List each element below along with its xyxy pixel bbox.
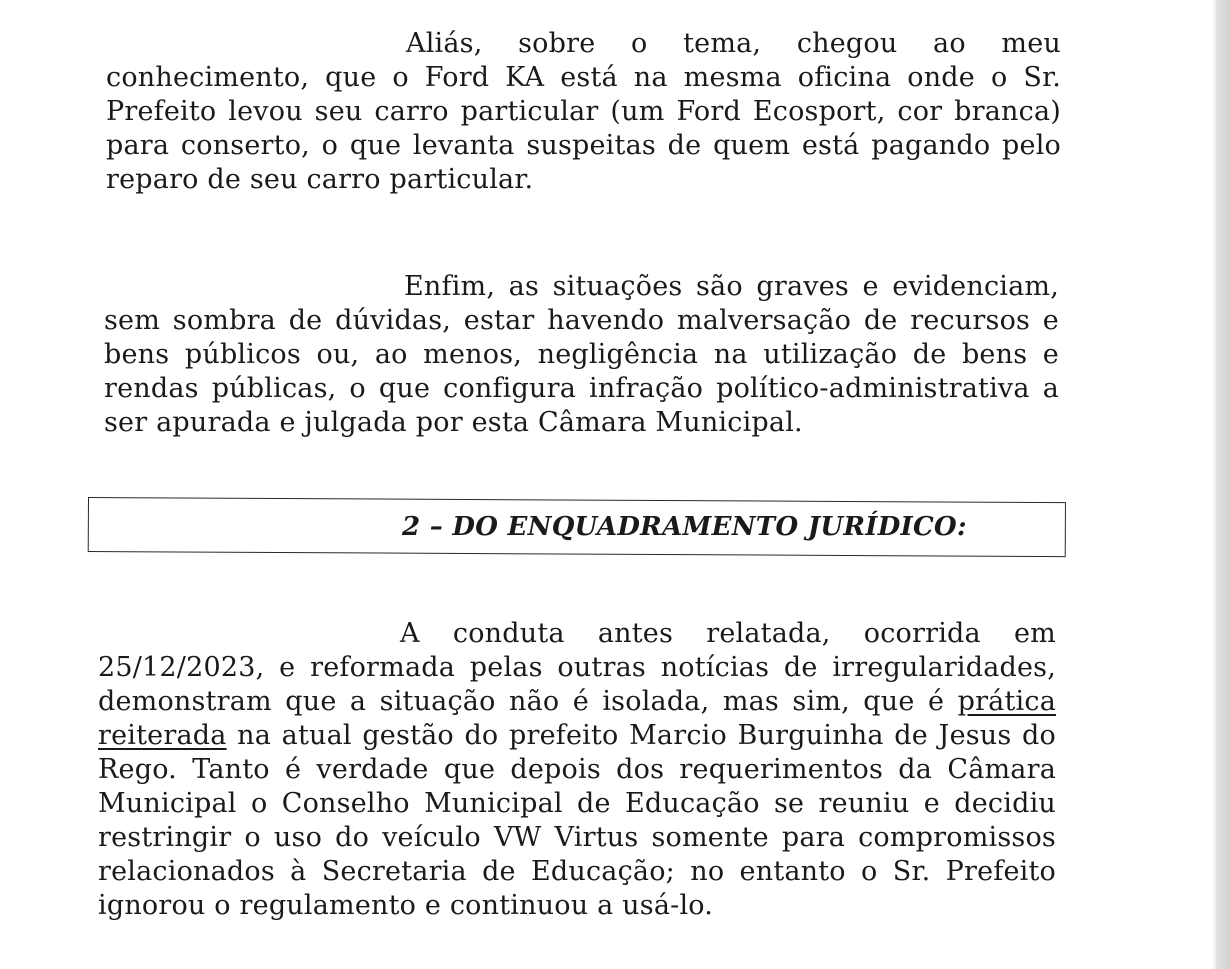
- paragraph-conduta-text-end: na atual gestão do prefeito Marcio Burguinha de Jesus do Rego. Tanto é verdade que depois dos requerimentos da Câmara Municipal o Conselho Municipal de Educação se reuniu e decidiu restringir o uso do veículo VW Virtus somente para compromissos relacionados à Secretaria de Educação; no entanto o Sr. Prefeito ignorou o regulamento e continuou a usá-lo.: [98, 720, 1056, 921]
- paragraph-conduta: [98, 617, 1056, 923]
- page-edge: [1216, 0, 1230, 969]
- underlined-emphasis: prática reiterada: [98, 686, 1056, 751]
- paragraph-ford-ka: Aliás, sobre o tema, chegou ao meu conhecimento, que o Ford KA está na mesma oficina onde o Sr. Prefeito levou seu carro particular (um Ford Ecosport, cor branca) para conserto, o que levanta suspeitas de quem está pagando pelo reparo de seu carro particular.: [106, 28, 1061, 195]
- paragraph-malversacao: Enfim, as situações são graves e evidenciam, sem sombra de dúvidas, estar havendo malversação de recursos e bens públicos ou, ao menos, negligência na utilização de bens e rendas públicas, o que configura infração político-administrativa a ser apurada e julgada por esta Câmara Municipal.: [104, 271, 1059, 438]
- section-heading: 2 – DO ENQUADRAMENTO JURÍDICO:: [402, 512, 967, 542]
- paragraph-conduta-text-start: A conduta antes relatada, ocorrida em 25/12/2023, e reformada pelas outras notícias de irregularidades, demonstram que a situação não é isolada, mas sim, que é: [98, 618, 1056, 717]
